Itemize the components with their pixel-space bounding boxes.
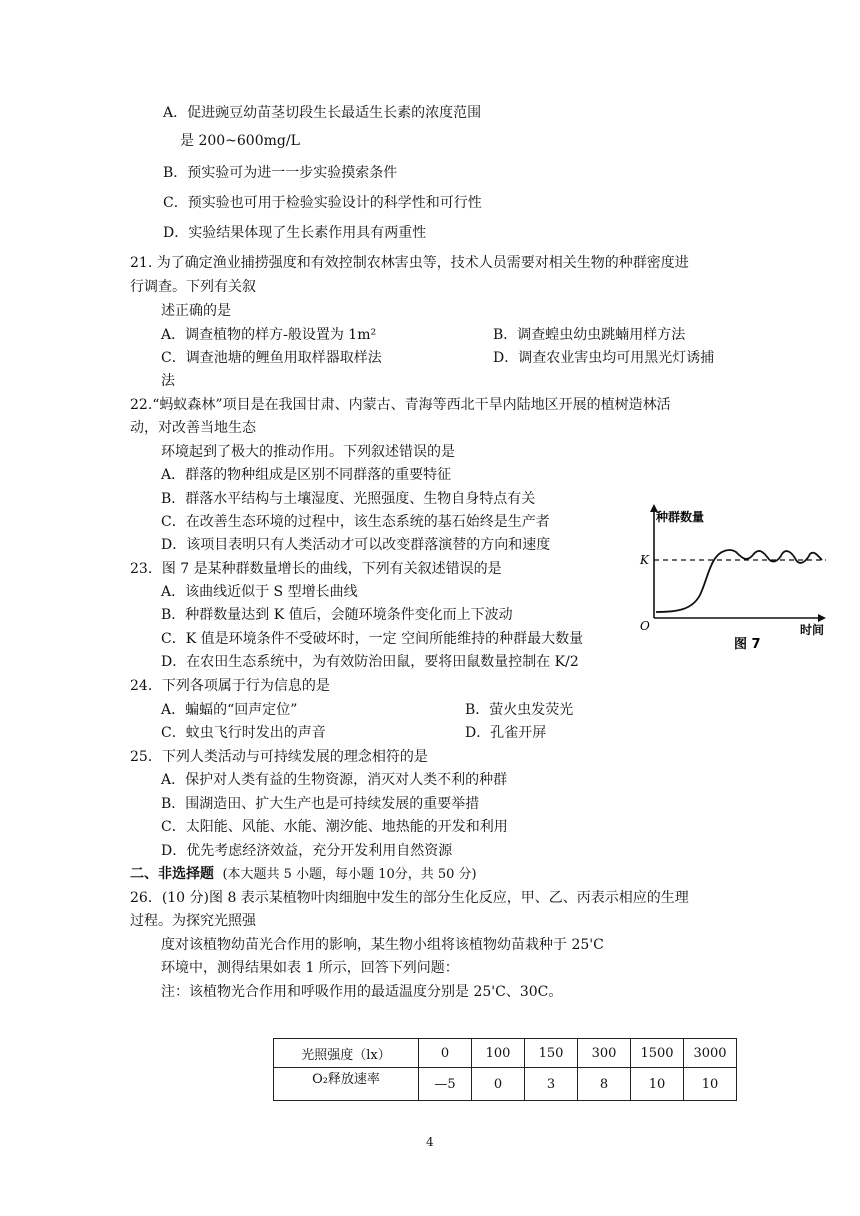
q21-option-d: D．调查农业害虫均可用黑光灯诱捕 <box>493 350 715 366</box>
page-number: 4 <box>426 1135 434 1149</box>
table-row <box>274 1039 737 1068</box>
q21-stem-cont: 行调查。下列有关叙 <box>130 279 256 295</box>
table-cell: 3000 <box>684 1039 737 1068</box>
q22-stem: 22.“蚂蚁森林”项目是在我国甘肃、内蒙古、青海等西北干旱内陆地区开展的植树造林活 <box>130 397 671 413</box>
q20-option-a: A．促进豌豆幼苗茎切段生长最适生长素的浓度范围 <box>163 105 482 121</box>
q23-option-d: D．在农田生态系统中，为有效防治田鼠，要将田鼠数量控制在 K/2 <box>161 654 579 670</box>
table-cell: 10 <box>631 1068 684 1101</box>
q24-option-d: D．孔雀开屏 <box>465 725 547 741</box>
k-label: K <box>640 553 649 567</box>
q24-option-a: A．蝙蝠的“回声定位” <box>161 702 298 718</box>
q20-option-c: C．预实验也可用于检验实验设计的科学性和可行性 <box>163 195 482 211</box>
q23-option-a: A．该曲线近似于 S 型增长曲线 <box>161 584 358 600</box>
q24-option-b: B．萤火虫发荧光 <box>465 702 574 718</box>
q22-stem-cont: 动，对改善当地生态 <box>130 420 256 436</box>
section-title: 二、非选择题 <box>130 866 214 882</box>
q22-option-c: C．在改善生态环境的过程中，该生态系统的基石始终是生产者 <box>161 514 550 530</box>
q25-stem: 25．下列人类活动与可持续发展的理念相符的是 <box>130 749 428 765</box>
q23-option-c: C．K 值是环境条件不受破坏时，一定 空间所能维持的种群最大数量 <box>161 631 584 647</box>
q21-option-b: B．调查蝗虫幼虫跳蝻用样方法 <box>493 327 686 343</box>
section-note: (本大题共 5 小题，每小题 10分，共 50 分) <box>222 867 477 882</box>
q20-option-b: B．预实验可为进一一步实验摸索条件 <box>163 165 398 181</box>
figure-7 <box>632 500 832 660</box>
table-cell: 8 <box>578 1068 631 1101</box>
q26-stem: 26．(10 分)图 8 表示某植物叶肉细胞中发生的部分生化反应，甲、乙、丙表示相应的生理 <box>130 890 689 906</box>
origin-label: O <box>640 619 650 633</box>
q24-option-c: C．蚊虫飞行时发出的声音 <box>161 725 326 741</box>
q25-option-d: D．优先考虑经济效益，充分开发利用自然资源 <box>161 843 453 859</box>
q26-stem-cont2: 度对该植物幼苗光合作用的影响，某生物小组将该植物幼苗栽种于 25'C <box>161 937 604 953</box>
table-cell: 10 <box>684 1068 737 1101</box>
q24-stem: 24．下列各项属于行为信息的是 <box>130 678 330 694</box>
q26-stem-cont3: 环境中，测得结果如表 1 所示，回答下列问题： <box>161 960 459 976</box>
q25-option-c: C．太阳能、风能、水能、潮汐能、地热能的开发和利用 <box>161 819 508 835</box>
q22-stem-cont2: 环境起到了极大的推动作用。下列叙述错误的是 <box>161 444 455 460</box>
x-axis-label: 时间 <box>800 623 825 637</box>
table-cell: 1500 <box>631 1039 684 1068</box>
table-cell: —5 <box>419 1068 472 1101</box>
table-row <box>274 1068 737 1101</box>
section-heading <box>130 864 477 885</box>
table-cell: 0 <box>419 1039 472 1068</box>
q25-option-b: B．围湖造田、扩大生产也是可持续发展的重要举措 <box>161 796 480 812</box>
x-axis-arrow <box>818 614 826 622</box>
q23-stem: 23．图 7 是某种群数量增长的曲线，下列有关叙述错误的是 <box>130 561 502 577</box>
q26-note: 注：该植物光合作用和呼吸作用的最适温度分别是 25'C、30C。 <box>161 984 563 1000</box>
table-cell: 300 <box>578 1039 631 1068</box>
table-1 <box>273 1038 737 1101</box>
table-cell: 0 <box>472 1068 525 1101</box>
table-header-label: 光照强度（lx） <box>274 1039 419 1068</box>
q23-option-b: B．种群数量达到 K 值后，会随环境条件变化而上下波动 <box>161 607 513 623</box>
q26-stem-cont: 过程。为探究光照强 <box>130 913 256 929</box>
q21-stem: 21. 为了确定渔业捕捞强度和有效控制农林害虫等，技术人员需要对相关生物的种群密度进 <box>130 255 689 271</box>
q21-option-a: A．调查植物的样方-般设置为 1m² <box>161 327 377 343</box>
q21-stem-cont2: 述正确的是 <box>161 303 231 319</box>
table-cell: 100 <box>472 1039 525 1068</box>
table-row-label: O₂释放速率 <box>274 1068 419 1101</box>
q20-option-a-cont: 是 200~600mg/L <box>180 133 300 149</box>
table-cell: 3 <box>525 1068 578 1101</box>
figure-caption: 图 7 <box>734 637 761 652</box>
y-axis-label: 种群数量 <box>656 510 705 524</box>
population-curve-chart <box>632 500 832 660</box>
q21-option-c: C．调查池塘的鲤鱼用取样器取样法 <box>161 350 382 366</box>
q22-option-d: D．该项目表明只有人类活动才可以改变群落演替的方向和速度 <box>161 537 551 553</box>
q20-option-d: D．实验结果体现了生长素作用具有两重性 <box>163 225 427 241</box>
q21-option-d-cont: 法 <box>161 373 175 389</box>
q22-option-a: A．群落的物种组成是区别不同群落的重要特征 <box>161 467 452 483</box>
q22-option-b: B．群落水平结构与土壤湿度、光照强度、生物自身特点有关 <box>161 491 536 507</box>
table-cell: 150 <box>525 1039 578 1068</box>
q25-option-a: A．保护对人类有益的生物资源，消灭对人类不利的种群 <box>161 772 508 788</box>
